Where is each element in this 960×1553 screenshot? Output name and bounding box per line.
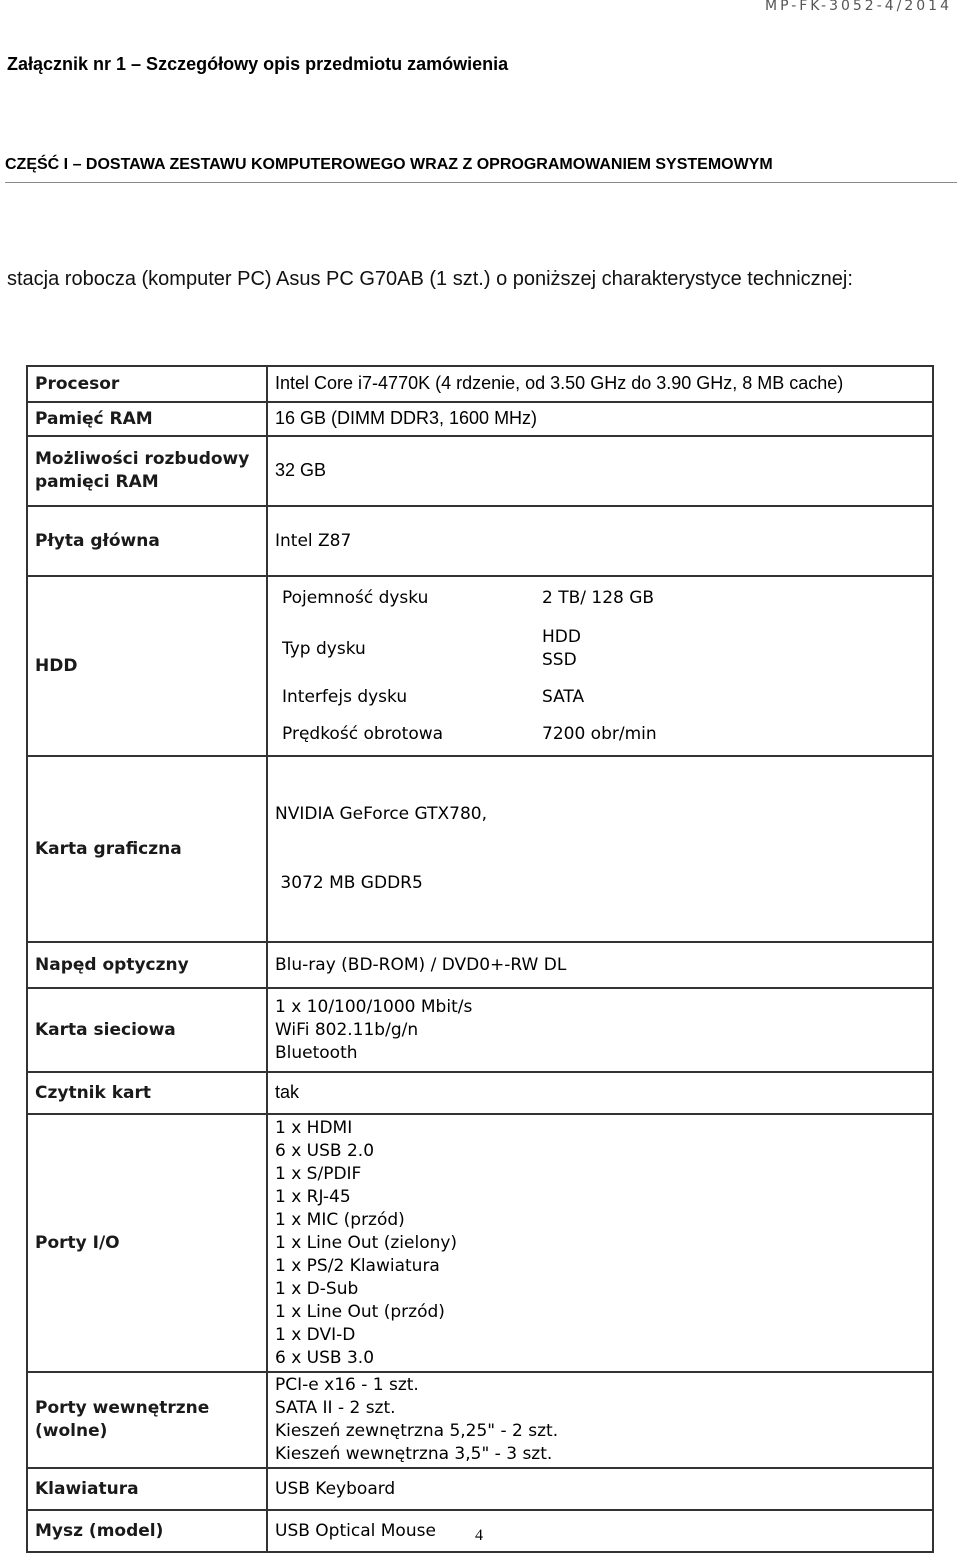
hdd-param-value: 2 TB/ 128 GB	[542, 588, 655, 608]
spec-row-hdd	[27, 576, 933, 756]
hdd-param-name: Pojemność dysku	[282, 588, 429, 608]
section-heading: CZĘŚĆ I – DOSTAWA ZESTAWU KOMPUTEROWEGO WRAZ Z OPROGRAMOWANIEM SYSTEMOWYM	[5, 156, 957, 183]
spec-label: Możliwości rozbudowy pamięci RAM	[27, 436, 267, 506]
spec-row-gpu	[27, 756, 933, 942]
spec-row-plyta	[27, 506, 933, 576]
hdd-param-name: Interfejs dysku	[282, 687, 408, 707]
spec-label: Czytnik kart	[27, 1072, 267, 1114]
spec-label: Procesor	[27, 366, 267, 402]
hdd-param-value: SATA	[542, 687, 585, 707]
spec-value: Intel Z87	[267, 506, 933, 576]
spec-label: Karta sieciowa	[27, 988, 267, 1072]
spec-value: NVIDIA GeForce GTX780, 3072 MB GDDR5	[267, 756, 933, 942]
spec-row-czytnik	[27, 1072, 933, 1114]
spec-row-ram	[27, 402, 933, 436]
hdd-subtable	[267, 576, 933, 756]
spec-value: Intel Core i7-4770K (4 rdzenie, od 3.50 GHz do 3.90 GHz, 8 MB cache)	[267, 366, 933, 402]
hdd-param-name: Prędkość obrotowa	[282, 724, 444, 744]
spec-row-klawiatura	[27, 1468, 933, 1510]
spec-label: Karta graficzna	[27, 756, 267, 942]
hdd-param-value: SSD	[542, 650, 577, 670]
hdd-param-value: HDD	[542, 627, 581, 647]
spec-value: tak	[267, 1072, 933, 1114]
spec-value: 1 x HDMI 6 x USB 2.0 1 x S/PDIF 1 x RJ-45 1 x MIC (przód) 1 x Line Out (zielony) 1 x PS/2 Klawiatura 1 x D-Sub 1 x Line Out (przód) 1 x DVI-D 6 x USB 3.0	[267, 1114, 933, 1372]
intro-text: stacja robocza (komputer PC) Asus PC G70AB (1 szt.) o poniższej charakterystyce technicznej:	[7, 268, 853, 290]
spec-label: Porty wewnętrzne (wolne)	[27, 1372, 267, 1468]
spec-row-porty-wewnetrzne	[27, 1372, 933, 1468]
spec-table	[26, 365, 934, 1553]
document-reference: MP-FK-3052-4/2014	[764, 0, 952, 14]
spec-value: 16 GB (DIMM DDR3, 1600 MHz)	[267, 402, 933, 436]
page-number: 4	[475, 1527, 483, 1544]
spec-value: 32 GB	[267, 436, 933, 506]
spec-label: Napęd optyczny	[27, 942, 267, 988]
hdd-param-value: 7200 obr/min	[542, 724, 657, 744]
spec-value: USB Keyboard	[267, 1468, 933, 1510]
spec-value: PCI-e x16 - 1 szt. SATA II - 2 szt. Kieszeń zewnętrzna 5,25" - 2 szt. Kieszeń wewnętrzna 3,5" - 3 szt.	[267, 1372, 933, 1468]
spec-label: Klawiatura	[27, 1468, 267, 1510]
hdd-param-name: Typ dysku	[282, 639, 366, 659]
spec-row-siec	[27, 988, 933, 1072]
spec-label: Płyta główna	[27, 506, 267, 576]
spec-label: Pamięć RAM	[27, 402, 267, 436]
spec-value: 1 x 10/100/1000 Mbit/s WiFi 802.11b/g/n Bluetooth	[267, 988, 933, 1072]
document-title: Załącznik nr 1 – Szczegółowy opis przedmiotu zamówienia	[7, 54, 509, 74]
spec-value: USB Optical Mouse	[267, 1510, 933, 1552]
spec-row-porty	[27, 1114, 933, 1372]
spec-label: Mysz (model)	[27, 1510, 267, 1552]
spec-label: HDD	[27, 576, 267, 756]
spec-row-naped	[27, 942, 933, 988]
spec-value: Blu-ray (BD-ROM) / DVD0+-RW DL	[267, 942, 933, 988]
spec-row-procesor	[27, 366, 933, 402]
spec-label: Porty I/O	[27, 1114, 267, 1372]
spec-row-ram-expansion	[27, 436, 933, 506]
